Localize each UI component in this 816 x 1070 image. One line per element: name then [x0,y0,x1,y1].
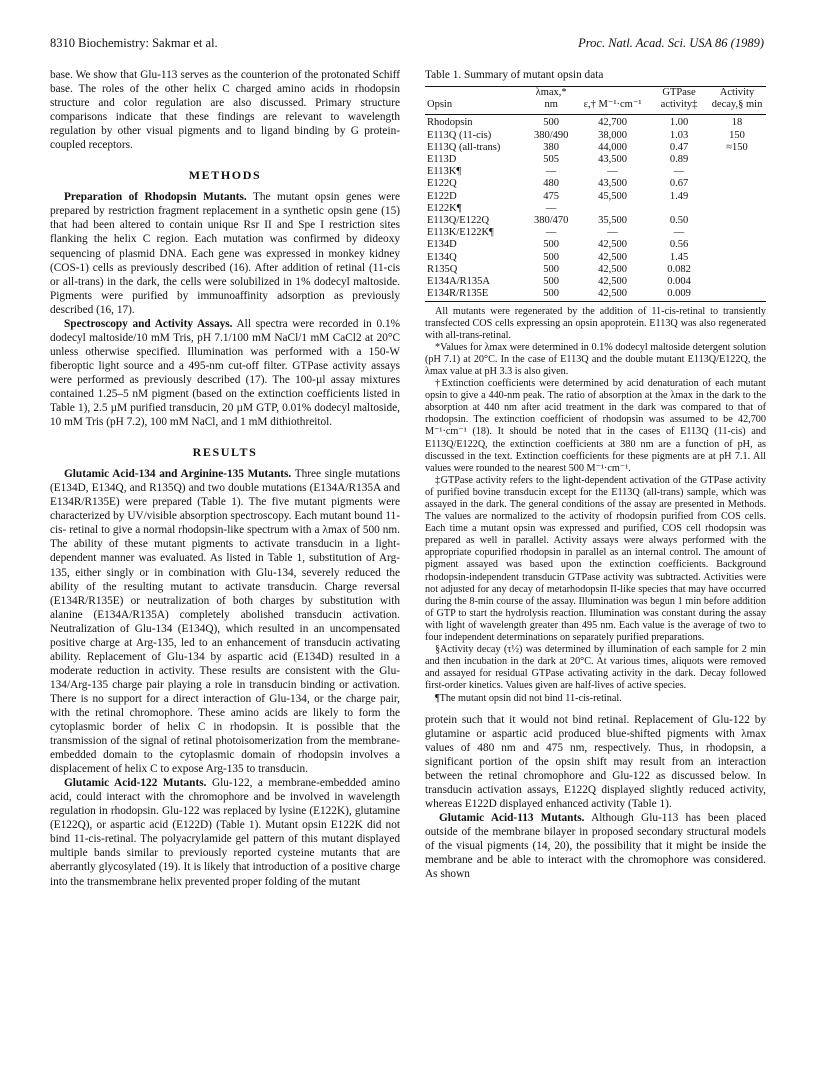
table-cell: — [673,166,685,178]
table-cell: 380/470 [533,215,569,227]
table-footnote: †Extinction coefficients were determined by acid denaturation of each mutant opsin to give a 440-nm peak. The ratio of absorption at the λmax in the dark to the absorption at 440 nm after acid treatment in the dark was compared to that of rhodopsin. The extinction coefficient of rhodopsin was assumed to be 42,700 M⁻¹·cm⁻¹ (18). It should be noted that in the cases of E113Q (11-cis) and E113Q/E122Q, the extinction coefficients at 380 nm are a function of pH, as discussed in the text. Extinction coefficients for these pigments are at pH 7.1. All values were rounded to the nearest 500 M⁻¹·cm⁻¹. [425,378,766,474]
table-cell: E113D [427,154,457,166]
table-header-cell: λmax,* nm [535,87,567,111]
table-cell: — [545,202,557,214]
table-header-cell: Opsin [427,99,453,111]
prep-text: The mutant opsin genes were prepared by restriction fragment replacement in a synthetic opsin gene (15) that had been altered to contain unique Rsr II and Spe I restriction sites flanking the helix C region. Each mutation was confirmed by dideoxy sequencing of plasmid DNA. Each gene was expressed in monkey kidney (COS-1) cells as previously described (16). After addition of retinal (11-cis or all-trans) in the dark, the cells were solubilized in 1% dodecyl maltoside. Pigments were purified by immunoaffinity adsorption as previously described (16, 17). [50,191,400,316]
table-cell: — [545,227,557,239]
table-row [425,142,766,154]
table-cell: 0.50 [669,215,689,227]
table-cell: E122K¶ [427,202,462,214]
table-row [425,227,766,239]
glu134-text: Three single mutations (E134D, E134Q, and R135Q) and two double mutations (E134A/R135A and E134R/R135E) were prepared (Table 1). The five mutant pigments were characterized by UV/visible absorption spectroscopy. Each mutant bound 11-cis- retinal to give a normal rhodopsin-like spectrum with a λmax of 500 nm. The ability of these mutant pigments to activate transducin in a light-dependent manner was evaluated. As listed in Table 1, substitution of Arg-135, either singly or in combination with Glu-134, severely reduced the ability of the resulting mutant to activate transducin. Charge reversal (E134R/R135E) or neutralization of both charges by substitution with alanine (E134A/R135A) completely abolished transducin activation. Neutralization of Glu-134 (E134Q), which resulted in an uncompensated positive charge at Arg-135, led to an enhancement of transducin activating ability. Replacement of Glu-134 by aspartic acid (E134D) resulted in a moderate reduction in activity. These results are consistent with the Glu-134/Arg-135 charge pair playing a role in transducin binding or activation. There is no support for a direct interaction of Glu-134, or the charge pair, with the retinal chromophore. These amino acids are likely to form the cytoplasmic border of helix C in rhodopsin. It is possible that the transmission of the signal of retinal photoisomerization from the membrane-embedded domain to the cytoplasmic domain of rhodopsin involves a displacement of helix C to expose Arg-135 to transducin. [50,468,400,776]
table-cell [650,203,708,215]
table-cell: 35,500 [598,215,627,227]
table-cell: 38,000 [598,129,627,141]
table-row [425,276,766,288]
table-footnote: ¶The mutant opsin did not bind 11-cis-retinal. [435,692,622,704]
table-cell: E113Q/E122Q [427,215,490,227]
table-cell: — [607,166,618,178]
table-footnote: §Activity decay (τ½) was determined by illumination of each sample for 2 min and then incubation in the dark at 20°C. At various times, aliquots were removed and assayed for residual GTPase activating activity in the dark. Decay followed first-order kinetics. Values given are half-lives of active species. [425,644,766,692]
table-cell: — [607,227,618,239]
table-cell: 0.004 [667,276,691,288]
table-cell: E122Q [427,178,457,190]
table-cell [575,203,650,215]
table-cell [708,191,766,203]
table-cell [708,215,766,227]
glu134-runin-title: Glutamic Acid-134 and Arginine-135 Mutants. [64,468,292,481]
table-cell: 42,500 [598,263,627,275]
table-cell: E134A/R135A [427,276,490,288]
table-cell: 1.45 [669,251,689,263]
table-cell: 380 [543,141,560,153]
table-row [425,264,766,276]
table-cell: 0.89 [669,154,689,166]
table-footnote: All mutants were regenerated by the addition of 11-cis-retinal to transiently transfected COS cells expressing an opsin apoprotein. E113Q was also regenerated with all-trans-retinal. [425,305,766,341]
spec-text: All spectra were recorded in 0.1% dodecyl maltoside/10 mM Tris, pH 7.1/100 mM NaCl/1 mM CaCl2 at 20°C unless otherwise specified. Illumination was performed with a 150-W fiberoptic light source and a 495-nm cut-off filter. GTPase activity assays were performed as previously described (17). The 100-µl assay mixtures contained 1.25–5 nM pigment (based on the extinction coefficients listed in Table 1), 2.5 µM purified transducin, 20 µM GTP, 0.01% dodecyl maltoside, 10 mM Tris (pH 7.2), 100 mM NaCl, and 1 mM dithiothreitol. [50,317,400,429]
table-cell: — [673,227,685,239]
table-cell: E134R/R135E [427,288,489,300]
methods-heading: METHODS [188,168,262,183]
mutant-opsin-table [425,86,766,301]
glu122-runin-title: Glutamic Acid-122 Mutants. [64,777,207,790]
glu122-text: Glu-122, a membrane-embedded amino acid, could interact with the chromophore and be involved in wavelength regulation in rhodopsin. Glu-122 was replaced by lysine (E122K), glutamine (E122Q), or aspartic acid (E122D) (Table 1). Mutant opsin E122K did not bind 11-cis-retinal. The polyacrylamide gel pattern of this mutant displayed multiple bands similar to previously reported cysteine mutants that are aberrantly glycosylated (19). It is likely that introduction of a positive charge into the transmembrane helix prevented proper folding of the mutant [50,777,400,888]
table-row [425,130,766,142]
header-right: Proc. Natl. Acad. Sci. USA 86 (1989) [578,36,764,50]
right-column [425,68,766,881]
right-column-body [425,713,766,882]
table-cell: 0.009 [667,288,691,300]
table-cell: Rhodopsin [427,117,473,129]
table-footnote: *Values for λmax were determined in 0.1% dodecyl maltoside detergent solution (pH 7.1) at 20°C. In the case of E113Q and the double mutant E113Q/E122Q, the λmax value at pH 3.3 is also given. [425,341,766,377]
table-cell: 380/490 [533,129,569,141]
table-cell: 1.03 [669,129,689,141]
intro-paragraph: base. We show that Glu-113 serves as the counterion of the protonated Schiff base. The roles of the other helix C charged amino acids in rhodopsin structure and color regulation are also discussed. Primary structure comparisons indicate that these findings are relevant to wavelength regulation by other visual pigments and to ligand binding by G protein-coupled receptors. [50,69,400,152]
table-cell: — [545,166,557,178]
table-cell: ≈150 [726,141,748,153]
table-body [425,115,766,301]
table-cell: 505 [543,154,560,166]
table-cell [708,264,766,276]
table-row [425,154,766,166]
table-cell: 500 [543,251,560,263]
table-row [425,166,766,178]
table-header-cell: ε,† M⁻¹·cm⁻¹ [583,99,642,111]
table-cell: E113K¶ [427,166,462,178]
glu122-continued-paragraph: protein such that it would not bind retinal. Replacement of Glu-122 by glutamine or aspartic acid produced blue-shifted pigments with λmax values of 480 nm and 475 nm, respectively. Thus, in rhodopsin, a significant portion of the opsin shift may result from an interaction between the retinal chromophore and Glu-122 as discussed below. In transducin activation assays, E122Q displayed slightly reduced activity, whereas E122D displayed enhanced activity (Table 1). [425,713,766,810]
table-cell [708,154,766,166]
table-row [425,115,766,130]
table-cell [708,276,766,288]
glu122-paragraph [50,776,400,888]
table-cell: 18 [731,117,743,129]
table-cell [708,288,766,301]
running-header [50,36,764,54]
table-header-row [425,87,766,115]
table-cell: 1.00 [669,117,689,129]
table-cell: 0.67 [669,178,689,190]
table-cell: 500 [543,239,560,251]
glu113-text: Although Glu-113 has been placed outside of the membrane bilayer in proposed secondary structural models of the visual pigments (14, 20), the possibility that it might be inside the membrane and be able to interact with the chromophore was considered. As shown [425,811,766,881]
table-cell: 500 [543,263,560,275]
table-cell: E113Q (11-cis) [427,129,492,141]
table-row [425,191,766,203]
table-cell: 0.47 [669,141,689,153]
table-cell: 500 [543,276,560,288]
table-footnote: ‡GTPase activity refers to the light-dependent activation of the GTPase activity of purified bovine transducin except for the E113Q (all-trans) sample, which was assayed in the dark. The general conditions of the assay are presented in Methods. The values are normalized to the activity of rhodopsin purified from COS cells. Each time a mutant opsin was expressed and purified, COS cell rhodopsin was prepared as well in parallel. Activity assays were always performed with the appropriate copurified rhodopsin in parallel as an internal control. The amount of pigment assayed was based upon the extinction coefficients. Background rhodopsin-independent transducin GTPase activity was subtracted. Activities were not adjusted for any decay of metarhodopsin II-like species that may have occurred during the 8-min course of the assay. Illumination was begun 1 min before addition of GTP to start the hydrolysis reaction. Illumination was constant during the assay with light of wavelength greater than 495 nm. Each value is the average of two to four independent determinations on separately purified preparations. [425,474,766,644]
table-cell: 0.082 [667,263,691,275]
table-cell: R135Q [427,263,458,275]
table-cell: 45,500 [598,190,627,202]
table-cell: 42,500 [598,251,627,263]
spec-paragraph [50,317,400,429]
table-cell: 44,000 [598,141,627,153]
table-cell: E122D [427,190,457,202]
spec-runin-title: Spectroscopy and Activity Assays. [64,317,233,330]
table-row [425,203,766,215]
table-cell: 42,500 [598,239,627,251]
table-cell [708,227,766,239]
glu134-paragraph [50,467,400,776]
table-caption: Table 1. Summary of mutant opsin data [425,69,604,81]
prep-runin-title: Preparation of Rhodopsin Mutants. [64,191,247,204]
glu113-runin-title: Glutamic Acid-113 Mutants. [439,811,585,824]
prep-paragraph [50,190,400,316]
table-cell [708,178,766,190]
table-cell: 480 [543,178,560,190]
table-row [425,215,766,227]
table-footnotes [425,306,766,705]
results-heading: RESULTS [192,445,258,460]
table-cell: E134Q [427,251,457,263]
glu113-paragraph [425,811,766,881]
table-row [425,252,766,264]
table-cell: E113Q (all-trans) [427,141,501,153]
table-cell [708,203,766,215]
table-cell: 42,700 [598,117,627,129]
table-cell: 0.56 [669,239,689,251]
table-header-cell: Activity decay,§ min [711,87,763,111]
table-cell: 1.49 [669,190,689,202]
table-cell: 43,500 [598,154,627,166]
table-cell: E134D [427,239,457,251]
table-cell: 42,500 [598,276,627,288]
table-cell: 475 [543,190,560,202]
table-header-cell: GTPase activity‡ [660,87,698,111]
left-column [50,68,400,889]
table-cell: 43,500 [598,178,627,190]
table-cell: 42,500 [598,288,627,300]
table-row [425,178,766,190]
table-cell [708,252,766,264]
table-row [425,288,766,301]
table-cell [708,166,766,178]
table-cell [708,239,766,251]
table-cell: 150 [729,129,745,141]
table-cell: 500 [543,117,560,129]
table-row [425,239,766,251]
header-left: 8310 Biochemistry: Sakmar et al. [50,36,218,50]
table-cell: 500 [543,288,560,300]
table-cell: E113K/E122K¶ [427,227,494,239]
